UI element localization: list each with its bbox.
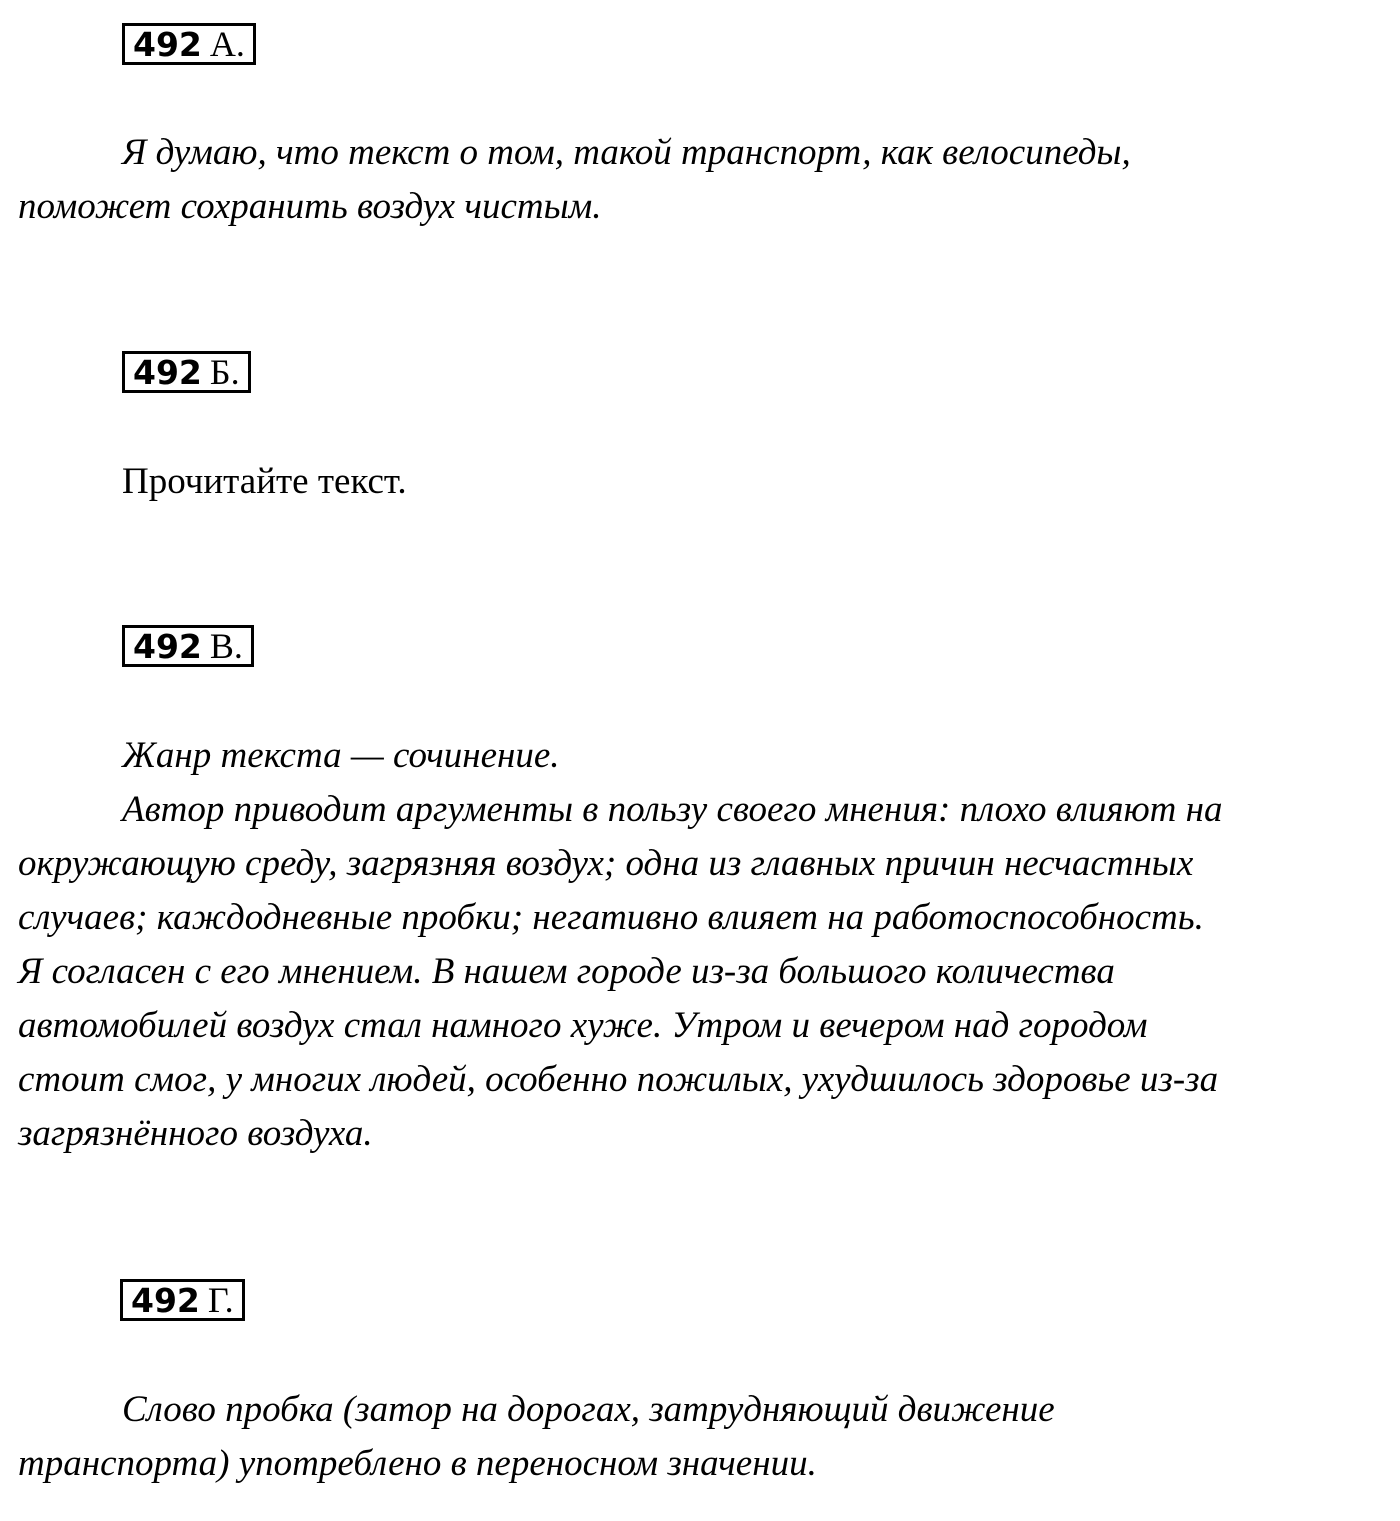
exercise-letter: Б. bbox=[209, 352, 240, 392]
text-line: автомобилей воздух стал намного хуже. Утром и вечером над городом bbox=[18, 1005, 1148, 1046]
text-line: поможет сохранить воздух чистым. bbox=[18, 186, 602, 227]
exercise-text-b bbox=[18, 455, 1378, 509]
text-line: Слово пробка (затор на дорогах, затрудняющий движение bbox=[122, 1389, 1055, 1430]
exercise-label-v bbox=[122, 625, 254, 667]
exercise-letter: В. bbox=[209, 626, 243, 666]
text-line: Автор приводит аргументы в пользу своего мнения: плохо влияют на bbox=[122, 789, 1223, 830]
text-line: Я согласен с его мнением. В нашем городе из-за большого количества bbox=[18, 951, 1115, 992]
exercise-letter: Г. bbox=[207, 1280, 234, 1320]
text-line: загрязнённого воздуха. bbox=[18, 1113, 373, 1154]
exercise-letter: А. bbox=[209, 24, 245, 64]
exercise-label-g bbox=[120, 1279, 245, 1321]
exercise-number: 492 bbox=[131, 1280, 200, 1320]
text-line: транспорта) употреблено в переносном значении. bbox=[18, 1443, 817, 1484]
text-line: стоит смог, у многих людей, особенно пожилых, ухудшилось здоровье из-за bbox=[18, 1059, 1219, 1100]
exercise-number: 492 bbox=[133, 352, 202, 392]
exercise-number: 492 bbox=[133, 626, 202, 666]
text-line: Жанр текста — сочинение. bbox=[122, 735, 560, 776]
text-line: случаев; каждодневные пробки; негативно влияет на работоспособность. bbox=[18, 897, 1204, 938]
exercise-number: 492 bbox=[133, 24, 202, 64]
exercise-text-g bbox=[18, 1383, 1378, 1491]
exercise-text-a bbox=[18, 126, 1378, 234]
exercise-label-a bbox=[122, 23, 256, 65]
text-line: Я думаю, что текст о том, такой транспорт, как велосипеды, bbox=[122, 132, 1131, 173]
exercise-label-b bbox=[122, 351, 251, 393]
text-line: окружающую среду, загрязняя воздух; одна из главных причин несчастных bbox=[18, 843, 1194, 884]
text-line: Прочитайте текст. bbox=[122, 461, 407, 502]
exercise-text-v bbox=[18, 729, 1378, 1161]
